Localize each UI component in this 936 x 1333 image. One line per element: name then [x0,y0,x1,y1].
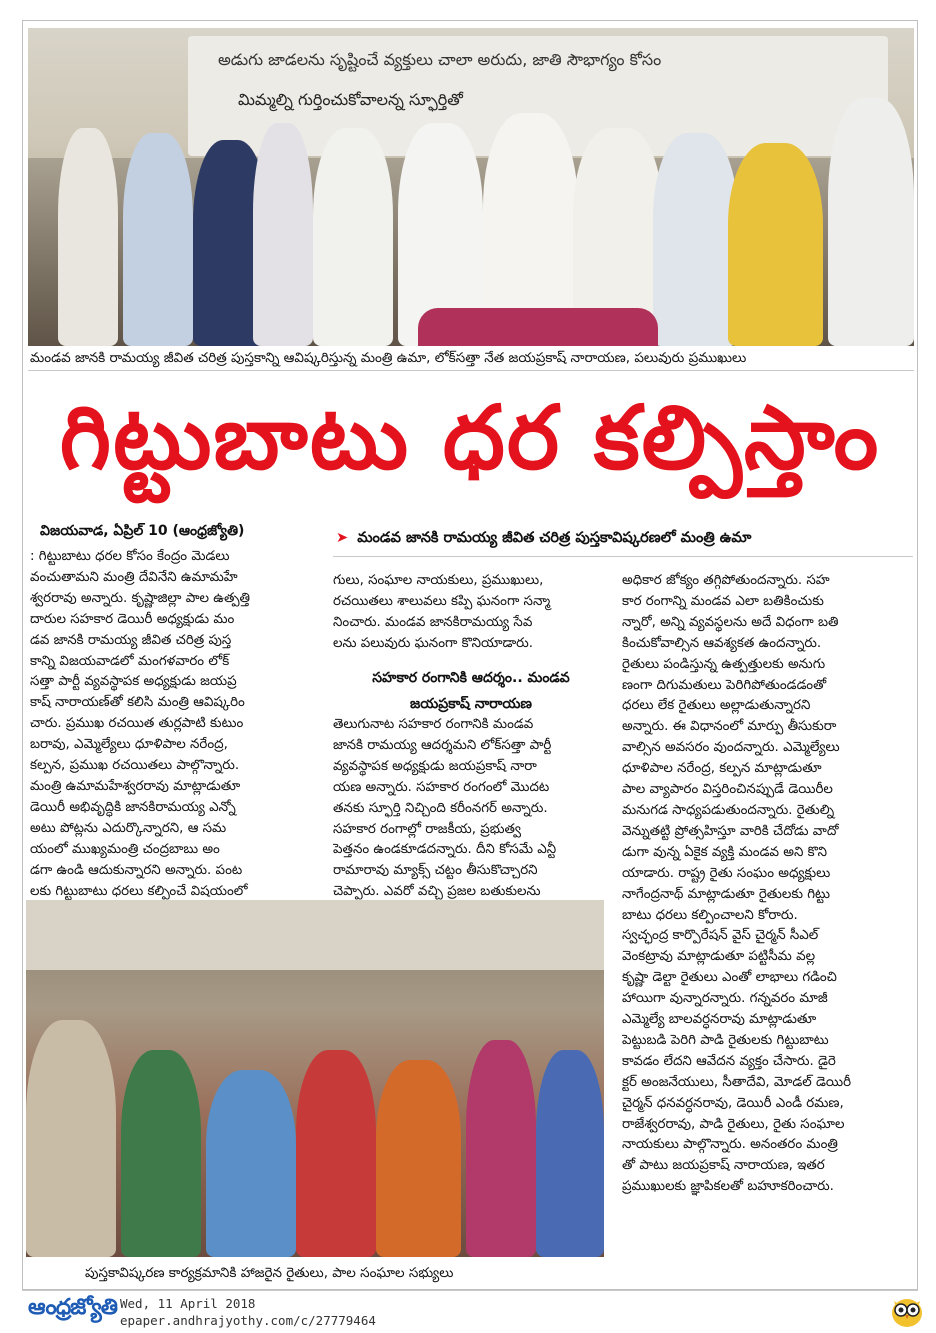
text-line: తనకు స్ఫూర్తి నిచ్చింది కరీంనగర్ అన్నారు. [333,800,548,816]
text-line: జానకి రామయ్య ఆదర్శమని లోక్‌సత్తా పార్టీ [333,737,552,753]
audience-figure [296,1050,376,1257]
text-line: అధికార జోక్యం తగ్గిపోతుందన్నారు. సహ [622,573,830,588]
caption-divider [28,370,914,371]
text-line: మంత్రి ఉమామహేశ్వరరావు మాట్లాడుతూ [30,778,241,794]
text-line: నాగేంద్రనాథ్ మాట్లాడుతూ రైతులకు గిట్టు [622,886,830,902]
text-line: డెయిరీ అభివృద్ధికి జానకిరామయ్య ఎన్నో [30,799,236,815]
top-photo [28,28,914,346]
tent-canopy [26,900,604,970]
text-line: వెన్నుతట్టి ప్రోత్సహిస్తూ వారికి చేదోడు వాదో [622,823,839,839]
text-line: అటు పోట్లను ఎదుర్కొన్నారని, ఆ సమ [30,820,227,836]
subhead-divider [333,556,913,557]
text-line: యంలో ముఖ్యమంత్రి చంద్రబాబు అం [30,841,220,857]
text-line: ఎమ్మెల్యే బాలవర్ధనరావు మాట్లాడుతూ [622,1012,817,1028]
text-line: ణంగా దిగుమతులు పెరిగిపోతుండడంతో [622,677,827,693]
text-line: రైతులు పండిస్తున్న ఉత్పత్తులకు అనుగు [622,656,826,672]
text-line: బరావు, ఎమ్మెల్యేలు ధూళిపాల నరేంద్ర, [30,737,228,753]
text-line: కల్పన, ప్రముఖ రచయితలు పాల్గొన్నారు. [30,758,240,774]
text-line: కించుకోవాల్సిన ఆవశ్యకత ఉందన్నారు. [622,635,822,651]
text-line: సత్తా పార్టీ వ్యవస్థాపక అధ్యక్షుడు జయప్ర [30,674,237,690]
person-figure [728,143,823,346]
text-line: పెట్టుబడి పెరిగి పాడి రైతులకు గిట్టుబాటు [622,1032,829,1048]
text-line: : గిట్టుబాటు ధరల కోసం కేంద్రం మెడలు [30,549,230,564]
section-subheading-line2: జయప్రకాష్ నారాయణ [410,696,532,712]
article-column-2 [333,571,609,655]
text-line: ప్రముఖులకు జ్ఞాపికలతో బహూకరించారు. [622,1179,834,1195]
audience-figure [536,1050,604,1257]
top-photo-caption: మండవ జానకి రామయ్య జీవిత చరిత్ర పుస్తకాన్ని ఆవిష్కరిస్తున్న మంత్రి ఉమా, లోక్‌సత్తా నేత జయప్రకాష్ నారాయణ, పలువురు ప్రముఖులు [30,350,747,366]
text-line: పెత్తనం ఉండకూడదన్నారు. దీని కోసమే ఎన్టీ [333,842,557,858]
text-line: కృష్ణా డెల్టా రైతులు ఎంతో లాభాలు గడించి [622,970,837,986]
text-line: యణ అన్నారు. సహకార రంగంలో మొదట [333,779,550,795]
section-subheading-line1: సహకార రంగానికి ఆదర్శం.. మండవ [372,670,570,686]
text-line: డవ జానకి రామయ్య జీవిత చరిత్ర పుస్త [30,632,232,648]
person-figure [313,128,393,346]
text-line: కాన్ని విజయవాడలో మంగళవారం లోక్ [30,653,230,669]
owl-icon [888,1293,926,1329]
bottom-photo-caption: పుస్తకావిష్కరణ కార్యక్రమానికి హాజరైన రైతులు, పాల సంఘాల సభ్యులు [85,1265,454,1281]
text-line: పాల వ్యాపారం విస్తరించినప్పుడే డెయిరీల [622,782,833,798]
audience-figure [26,1020,116,1257]
text-line: వాల్సిన అవసరం వుందన్నారు. ఎమ్మెల్యేలు [622,740,840,756]
text-line: కాష్ నారాయణ్‌తో కలిసి మంత్రి ఆవిష్కరిం [30,695,245,711]
text-line: వెంకట్రావు మాట్లాడుతూ పట్టిసీమ వల్ల [622,949,816,965]
text-line: ధరలు లేక రైతులు అల్లాడుతున్నారని [622,698,811,714]
text-line: చారు. ప్రముఖ రచయిత తుర్లపాటి కుటుం [30,716,244,732]
text-line: లకు గిట్టుబాటు ధరలు కల్పించే విషయంలో [30,883,248,899]
article-column-3 [622,571,912,1198]
audience-figure [121,1050,201,1257]
text-line: నాయకులు పాల్గొన్నారు. అనంతరం మంత్రి [622,1137,838,1153]
subhead [336,530,751,550]
text-line: చైర్మన్ ధనవర్ధనరావు, డెయిరీ ఎండీ రమణ, [622,1095,844,1111]
footer-divider [22,1290,918,1291]
text-line: తెలుగునాట సహకార రంగానికి మండవ [333,717,534,732]
text-line: చెప్పారు. ఎవరో వచ్చి ప్రజల బతుకులను [333,884,541,900]
person-figure [828,98,914,346]
headline: గిట్టుబాటు ధర కల్పిస్తాం [59,385,881,489]
text-line: రాజేశ్వరరావు, పాడి రైతులు, రైతు సంఘాల [622,1116,845,1132]
person-figure [58,128,118,346]
text-line: వ్యవస్థాపక అధ్యక్షుడు జయప్రకాష్ నారా [333,758,537,774]
audience-figure [206,1070,296,1257]
text-line: నించారు. మండవ జానకిరామయ్య సేవ [333,614,533,630]
text-line: దారుల సహకార డెయిరీ అధ్యక్షుడు మం [30,611,235,627]
epaper-url[interactable]: epaper.andhrajyothy.com/c/27779464 [120,1313,376,1328]
text-line: గులు, సంఘాల నాయకులు, ప్రముఖులు, [333,573,544,588]
text-line: క్టర్ అంజనేయులు, సీతాదేవి, మోడల్ డెయిరీ [622,1074,852,1090]
text-line: కావడం లేదని ఆవేదన వ్యక్తం చేసారు. డైరె [622,1053,836,1069]
person-figure [653,133,738,346]
text-line: శ్వరరావు అన్నారు. కృష్ణాజిల్లా పాల ఉత్పత్తి [30,590,250,606]
subhead-text: మండవ జానకి రామయ్య జీవిత చరిత్ర పుస్తకావిష్కరణలో మంత్రి ఉమా [357,530,752,546]
text-line: యాడారు. రాష్ట్ర రైతు సంఘం అధ్యక్షులు [622,865,831,881]
person-figure [253,123,313,346]
bottom-photo [26,900,604,1257]
text-line: ధూళిపాల నరేంద్ర, కల్పన మాట్లాడుతూ [622,761,822,777]
edition-date: Wed, 11 April 2018 [120,1296,256,1311]
text-line: డుగా వున్న ఏకైక వ్యక్తి మండవ అని కొని [622,844,828,860]
dateline: విజయవాడ, ఏప్రిల్ 10 (ఆంధ్రజ్యోతి) [40,523,245,539]
text-line: మనుగడ సాధ్యపడుతుందన్నారు. రైతుల్ని [622,802,835,818]
audience-figure [466,1040,536,1257]
text-line: బాటు ధరలు కల్పించాలని కోరారు. [622,907,798,923]
text-line: లను పలువురు ఘనంగా కొనియాడారు. [333,635,533,651]
text-line: అన్నారు. ఈ విధానంలో మార్పు తీసుకురా [622,719,837,735]
brand-logo: ఆంధ్రజ్యోతి [28,1294,117,1320]
text-line: డగా ఉండి ఆదుకున్నారని అన్నారు. పంట [30,862,243,878]
banner-text-line1: అడుగు జాడలను సృష్టించే వ్యక్తులు చాలా అరుదు, జాతి సౌభాగ్యం కోసం [218,50,662,69]
text-line: వంచుతామని మంత్రి దేవినేని ఉమామహే [30,569,238,585]
text-line: రచయితలు శాలువలు కప్పి ఘనంగా సన్మా [333,593,551,609]
arrow-icon: ➤ [336,530,349,546]
text-line: తో పాటు జయప్రకాష్ నారాయణ, ఇతర [622,1158,825,1174]
flower-arrangement [418,308,658,346]
text-line: రామారావు మ్యాక్స్ చట్టం తీసుకొచ్చారని [333,863,538,879]
banner-text-line2: మిమ్మల్ని గుర్తించుకోవాలన్న స్ఫూర్తితో [238,90,463,109]
text-line: స్వచ్ఛంద్ర కార్పొరేషన్ వైస్ చైర్మన్ సీఎల్ [622,928,819,944]
audience-figure [376,1060,461,1257]
text-line: న్నారో, అన్ని వ్యవస్థలను అదే విధంగా బతి [622,614,839,630]
text-line: సహకార రంగాల్లో రాజకీయ, ప్రభుత్వ [333,821,521,837]
text-line: కార రంగాన్ని మండవ ఎలా బతికించుకు [622,593,824,609]
text-line: హాయిగా వున్నారన్నారు. గన్నవరం మాజీ [622,991,828,1007]
person-figure [123,133,193,346]
